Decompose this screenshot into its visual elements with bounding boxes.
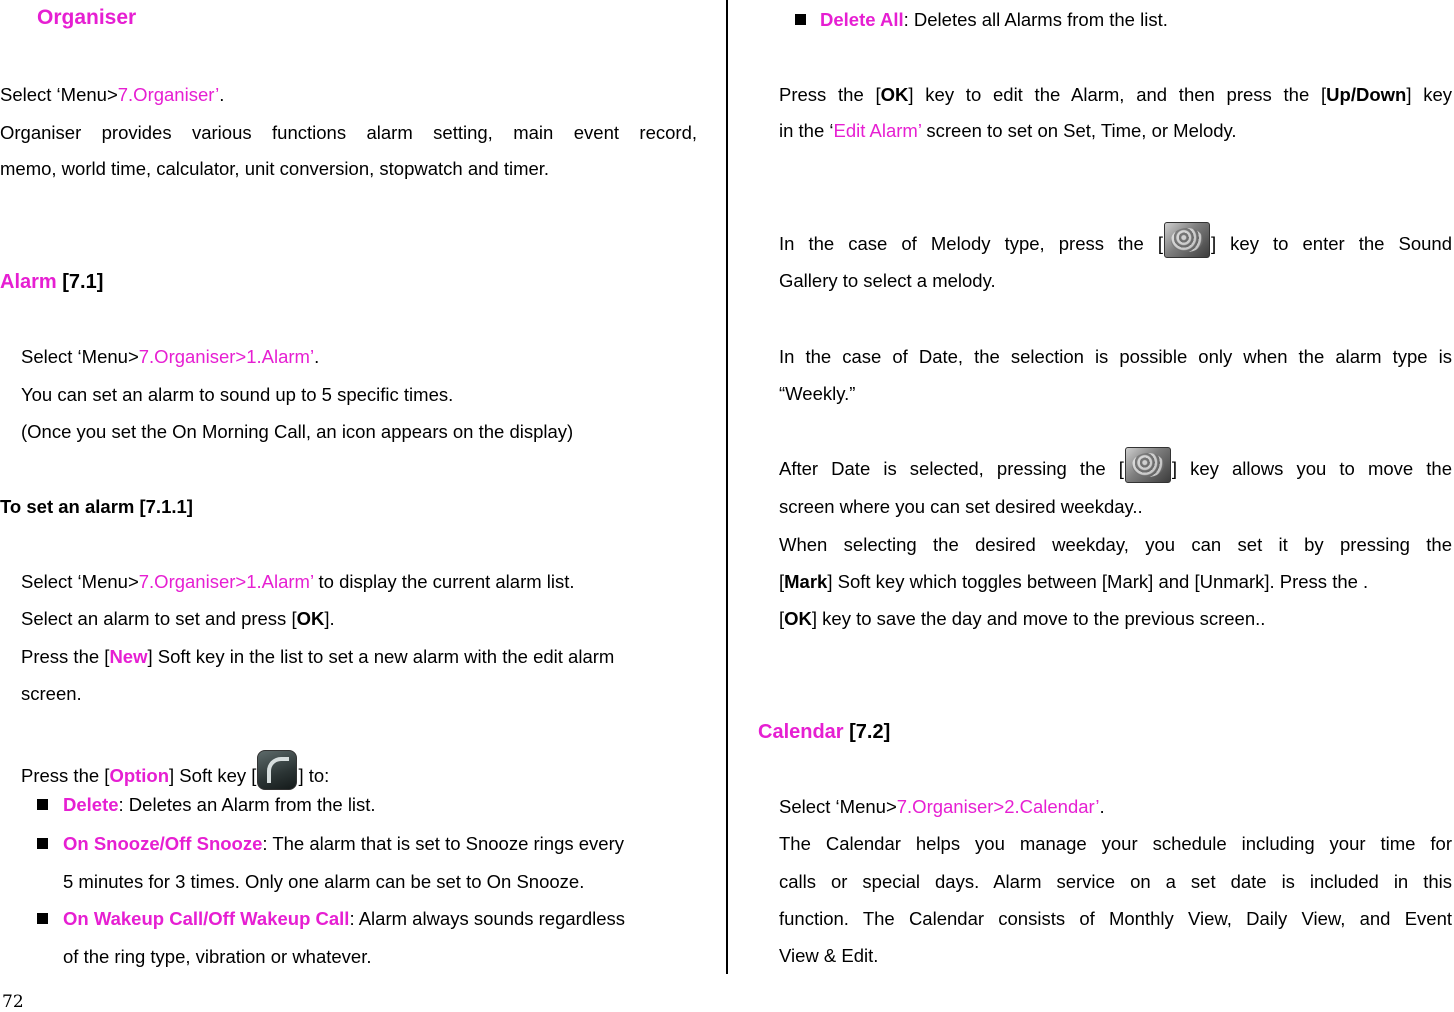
set-alarm-new-line: Press the [New] Soft key in the list to set a new alarm with the edit alarm (21, 646, 615, 667)
date-line2: “Weekly.” (779, 383, 856, 404)
menu-path: 7.Organiser>1.Alarm’ (138, 346, 315, 367)
bullet-snooze-cont: 5 minutes for 3 times. Only one alarm can be set to On Snooze. (63, 871, 585, 892)
organiser-desc-line2: memo, world time, calculator, unit conversion, stopwatch and timer. (0, 158, 550, 179)
alarm-select-line: Select ‘Menu>7.Organiser>1.Alarm’. (21, 346, 320, 367)
calendar-desc-line2: calls or special days. Alarm service on a set date is included in this (779, 871, 1452, 892)
column-divider (726, 0, 728, 974)
melody-line1: In the case of Melody type, press the [ ] key to enter the Sound (779, 222, 1452, 258)
alarm-desc-line2: (Once you set the On Morning Call, an icon appears on the display) (21, 421, 574, 442)
after-line4: [Mark] Soft key which toggles between [Mark] and [Unmark]. Press the . (779, 571, 1369, 592)
edit-alarm-link: Edit Alarm’ (833, 120, 922, 141)
organiser-select-line: Select ‘Menu>7.Organiser’. (0, 84, 225, 105)
calendar-heading: Calendar [7.2] (758, 721, 891, 743)
alarm-desc-line1: You can set an alarm to sound up to 5 specific times. (21, 384, 454, 405)
bullet-square-icon (37, 913, 48, 924)
bullet-wakeup-cont: of the ring type, vibration or whatever. (63, 946, 372, 967)
menu-path: 7.Organiser>1.Alarm’ (138, 571, 314, 592)
bullet-square-icon (37, 799, 48, 810)
alarm-heading: Alarm [7.1] (0, 271, 104, 293)
option-key-label: Option (109, 765, 170, 786)
bullet-square-icon (795, 14, 806, 25)
menu-path: 7.Organiser’ (117, 84, 220, 105)
sound-key-icon (1164, 222, 1210, 258)
page-number: 72 (2, 992, 24, 1012)
calendar-desc-line1: The Calendar helps you manage your schedule including your time for (779, 833, 1452, 854)
date-line1: In the case of Date, the selection is possible only when the alarm type is (779, 346, 1452, 367)
bullet-wakeup: On Wakeup Call/Off Wakeup Call: Alarm always sounds regardless (63, 908, 626, 929)
set-alarm-ok-line: Select an alarm to set and press [OK]. (21, 608, 335, 629)
edit-line2: in the ‘Edit Alarm’ screen to set on Set, Time, or Melody. (779, 120, 1237, 141)
menu-path: 7.Organiser>2.Calendar’ (896, 796, 1100, 817)
set-alarm-heading: To set an alarm [7.1.1] (0, 496, 193, 517)
set-alarm-option-line: Press the [Option] Soft key [ ] to: (21, 750, 329, 790)
page-title: Organiser (37, 6, 137, 29)
after-line2: screen where you can set desired weekday.. (779, 496, 1143, 517)
after-line3: When selecting the desired weekday, you can set it by pressing the (779, 534, 1452, 555)
edit-line1: Press the [OK] key to edit the Alarm, and then press the [Up/Down] key (779, 84, 1452, 105)
after-line5: [OK] key to save the day and move to the previous screen.. (779, 608, 1266, 629)
ok-key-label: OK (296, 608, 325, 629)
organiser-desc-line1: Organiser provides various functions alarm setting, main event record, (0, 122, 697, 143)
new-key-label: New (109, 646, 148, 667)
calendar-select-line: Select ‘Menu>7.Organiser>2.Calendar’. (779, 796, 1105, 817)
bullet-delete: Delete: Deletes an Alarm from the list. (63, 794, 376, 815)
after-line1: After Date is selected, pressing the [ ] key allows you to move the (779, 447, 1452, 483)
set-alarm-new-line2: screen. (21, 683, 82, 704)
calendar-desc-line3: function. The Calendar consists of Monthly View, Daily View, and Event (779, 908, 1452, 929)
bullet-square-icon (37, 838, 48, 849)
sound-key-icon (1125, 447, 1171, 483)
melody-line2: Gallery to select a melody. (779, 270, 996, 291)
bullet-snooze: On Snooze/Off Snooze: The alarm that is set to Snooze rings every (63, 833, 624, 854)
bullet-delete-all: Delete All: Deletes all Alarms from the list. (820, 9, 1168, 30)
calendar-desc-line4: View & Edit. (779, 945, 879, 966)
option-softkey-icon (257, 750, 297, 790)
set-alarm-select-line: Select ‘Menu>7.Organiser>1.Alarm’ to display the current alarm list. (21, 571, 575, 592)
